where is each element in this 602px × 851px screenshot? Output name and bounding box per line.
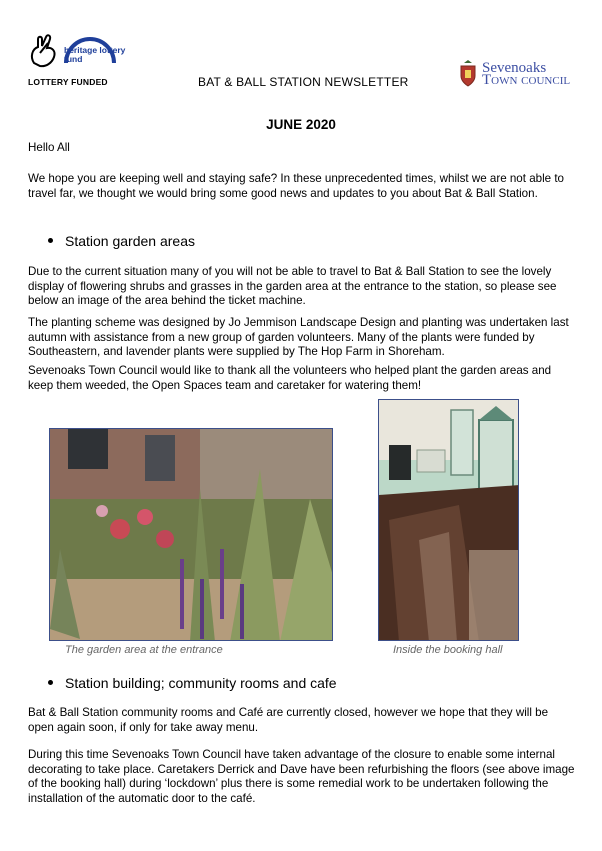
lottery-funded-logo [28, 33, 128, 91]
newsletter-date: JUNE 2020 [266, 117, 336, 132]
building-paragraph-1: Bat & Ball Station community rooms and Café are currently closed, however we hope that they will be open again soon, if only for take away menu. [28, 706, 549, 734]
council-name-line1: Sevenoaks [482, 60, 547, 76]
heritage-lottery-fund-text: heritage lottery fund [64, 45, 126, 64]
building-paragraph-2: During this time Sevenoaks Town Council have taken advantage of the closure to enable some internal decorating to take place. Caretakers Derrick and Dave have been refurbishing the floors (see above image of the booking hall) during ‘lockdown’ plus there is some remedial work to be undertaken following the installation of the automatic door to the café. [28, 748, 575, 805]
garden-caption: The garden area at the entrance [65, 644, 223, 656]
newsletter-title: BAT & BALL STATION NEWSLETTER [198, 75, 409, 89]
greeting: Hello All [28, 141, 70, 154]
garden-photo [49, 428, 333, 641]
section-heading-garden [48, 233, 195, 249]
section-heading-text: Station building; community rooms and cafe [65, 675, 337, 691]
booking-hall-caption: Inside the booking hall [393, 644, 503, 656]
garden-paragraph-2: The planting scheme was designed by Jo Jemmison Landscape Design and planting was undertaken last autumn with assistance from a new group of garden volunteers. Many of the plants were funded by Southeastern, and lavender plants were supplied by The Hop Farm in Shoreham. [28, 316, 569, 358]
council-name-line2: Town council [482, 72, 571, 88]
crossed-fingers-icon [28, 33, 64, 73]
section-heading-text: Station garden areas [65, 233, 195, 249]
garden-paragraph-3: Sevenoaks Town Council would like to thank all the volunteers who helped plant the garden areas and keep them weeded, the Open Spaces team and caretaker for watering them! [28, 364, 552, 392]
section-heading-building [48, 675, 337, 691]
town-council-logo [458, 60, 578, 90]
bullet-dot [48, 680, 53, 685]
bullet-dot [48, 238, 53, 243]
booking-hall-photo [378, 399, 519, 641]
council-crest-icon [458, 60, 478, 88]
lottery-funded-label: LOTTERY FUNDED [28, 77, 108, 87]
garden-paragraph-1: Due to the current situation many of you will not be able to travel to Bat & Ball Station to see the lovely display of flowering shrubs and grasses in the garden area at the entrance to the station, so please see below an image of the area behind the ticket machine. [28, 265, 557, 307]
intro-paragraph: We hope you are keeping well and staying safe? In these unprecedented times, whilst we are not able to travel far, we thought we would bring some good news and updates to you about Bat & Ball Station. [28, 172, 565, 200]
